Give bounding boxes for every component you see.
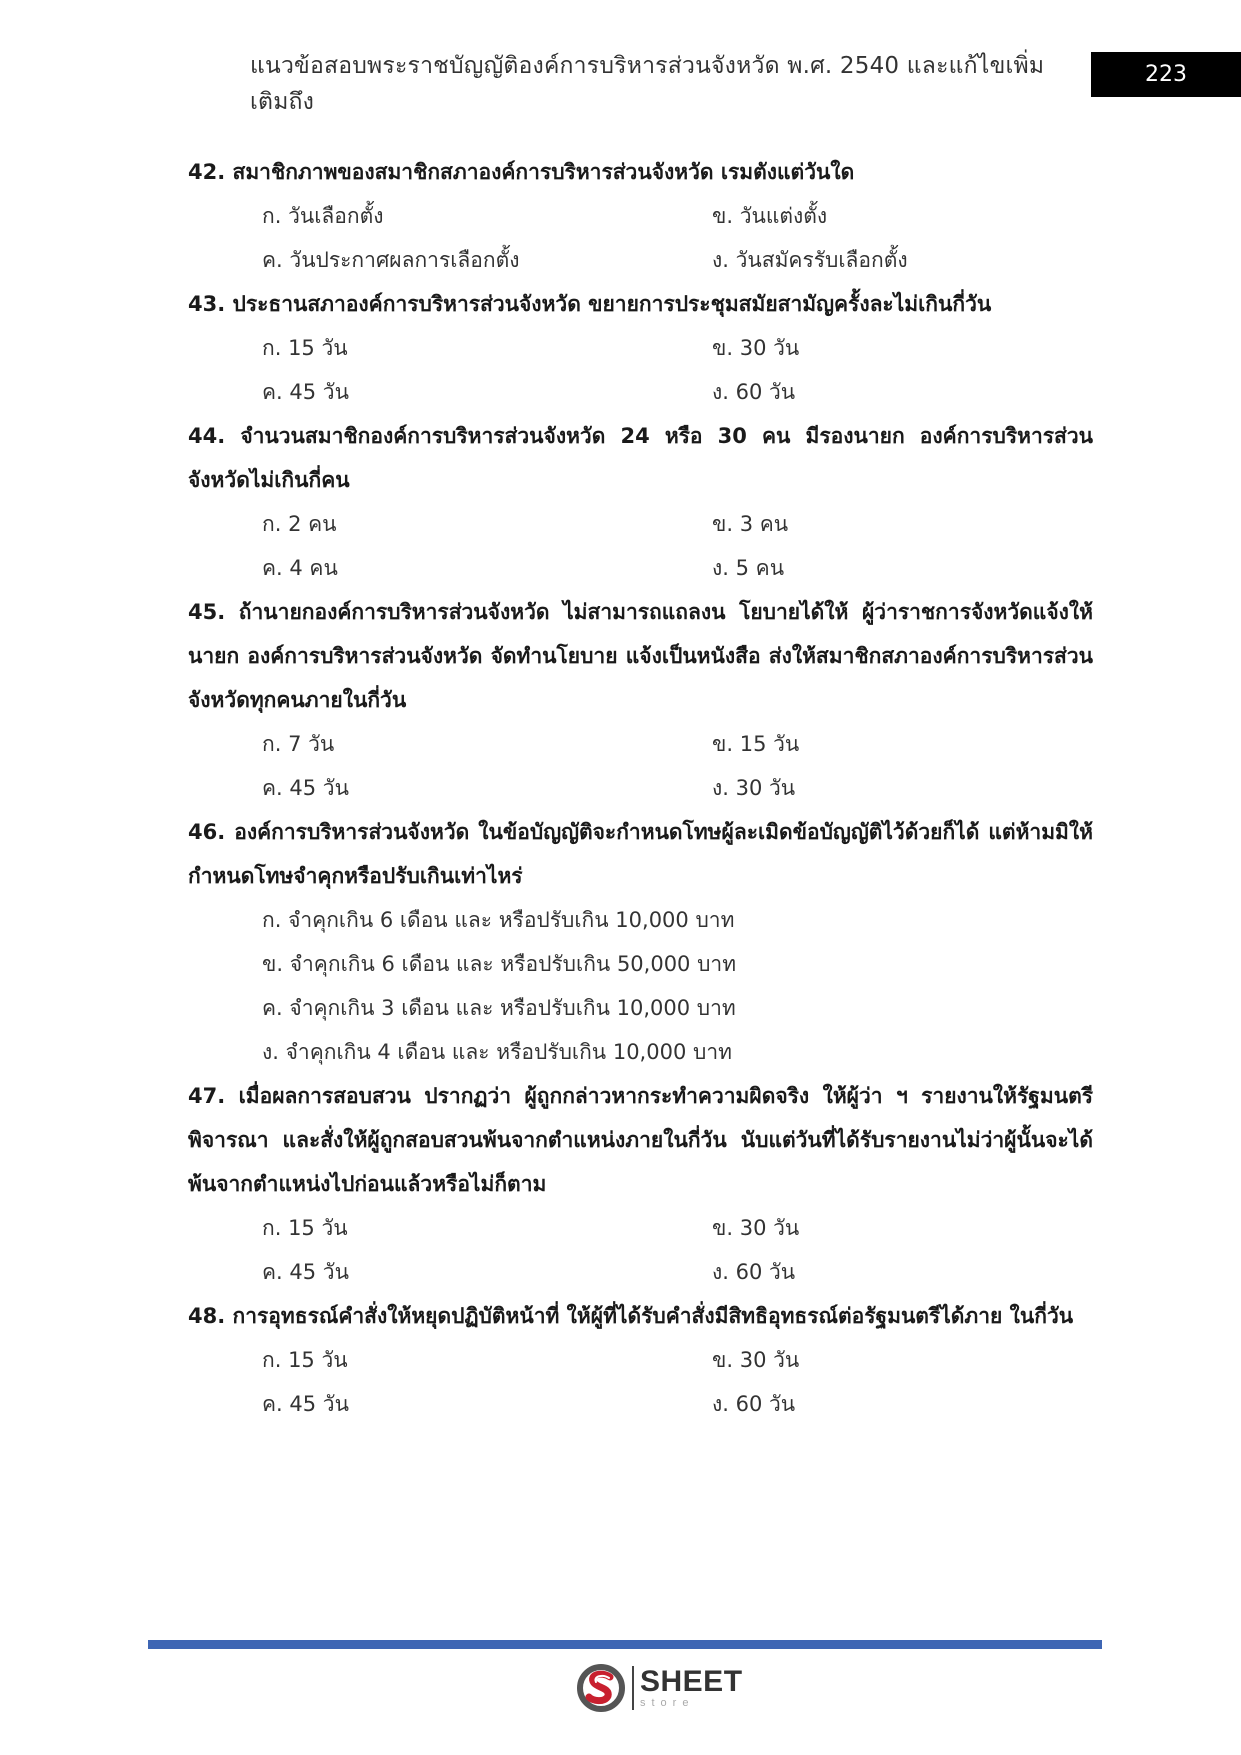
answer-option: ข. 3 คน — [712, 512, 789, 536]
footer-rule — [148, 1640, 1102, 1649]
logo-word: SHEET — [640, 1665, 743, 1698]
sheet-store-logo — [576, 1660, 743, 1716]
answer-option: ข. 30 วัน — [712, 1348, 800, 1372]
answer-options — [188, 1206, 1093, 1294]
question-block — [188, 282, 1093, 414]
logo-text — [640, 1667, 743, 1709]
answer-option: ข. 15 วัน — [712, 732, 800, 756]
answer-options — [188, 722, 1093, 810]
running-header-title: แนวข้อสอบพระราชบัญญัติองค์การบริหารส่วนจังหวัด พ.ศ. 2540 และแก้ไขเพิ่มเติมถึง — [250, 53, 1045, 115]
answer-options — [188, 194, 1093, 282]
answer-option: ข. 30 วัน — [712, 336, 800, 360]
answer-option: ง. 60 วัน — [712, 1392, 796, 1416]
answer-option: ค. 45 วัน — [262, 1260, 349, 1284]
answer-option: ก. 15 วัน — [262, 1216, 348, 1240]
answer-option: ก. 7 วัน — [262, 732, 335, 756]
question-block — [188, 1294, 1093, 1426]
answer-option: ง. วันสมัครรับเลือกตั้ง — [712, 248, 908, 272]
answer-option: ง. 30 วัน — [712, 776, 796, 800]
question-block — [188, 810, 1093, 1074]
question-block — [188, 150, 1093, 282]
question-text: 44. จำนวนสมาชิกองค์การบริหารส่วนจังหวัด 24 หรือ 30 คน มีรองนายก องค์การบริหารส่วนจังหวัดไม่เกินกี่คน — [188, 424, 1093, 492]
question-text: 42. สมาชิกภาพของสมาชิกสภาองค์การบริหารส่วนจังหวัด เรมตังแต่วันใด — [188, 160, 855, 184]
answer-option: ก. 2 คน — [262, 512, 337, 536]
answer-option: ค. วันประกาศผลการเลือกตั้ง — [262, 248, 520, 272]
answer-options — [188, 1338, 1093, 1426]
question-text: 48. การอุทธรณ์คำสั่งให้หยุดปฏิบัติหน้าที่ ให้ผู้ที่ได้รับคำสั่งมีสิทธิอุทธรณ์ต่อรัฐมนตรีได้ภาย ในกี่วัน — [188, 1304, 1074, 1328]
page-number: 223 — [1091, 52, 1241, 97]
answer-option: ก. วันเลือกตั้ง — [262, 204, 384, 228]
answer-option: ข. จำคุกเกิน 6 เดือน และ หรือปรับเกิน 50,000 บาท — [262, 952, 737, 976]
answer-option: ข. 30 วัน — [712, 1216, 800, 1240]
answer-options — [188, 502, 1093, 590]
answer-option: ง. 5 คน — [712, 556, 785, 580]
question-text: 47. เมื่อผลการสอบสวน ปรากฏว่า ผู้ถูกกล่าวหากระทำความผิดจริง ให้ผู้ว่า ฯ รายงานให้รัฐมนตรีพิจารณา และสั่งให้ผู้ถูกสอบสวนพ้นจากตำแหน่งภายในกี่วัน นับแต่วันที่ได้รับรายงานไม่ว่าผู้นั้นจะได้พ้นจากตำแหน่งไปก่อนแล้วหรือไม่ก็ตาม — [188, 1084, 1093, 1196]
answer-option: ค. 45 วัน — [262, 380, 349, 404]
question-text: 43. ประธานสภาองค์การบริหารส่วนจังหวัด ขยายการประชุมสมัยสามัญครั้งละไม่เกินกี่วัน — [188, 292, 992, 316]
sheet-logo-icon — [576, 1663, 626, 1713]
question-block — [188, 414, 1093, 590]
answer-options — [188, 898, 1093, 1074]
answer-options — [188, 326, 1093, 414]
answer-option: ค. 4 คน — [262, 556, 338, 580]
logo-divider — [632, 1666, 634, 1710]
answer-option: ข. วันแต่งตั้ง — [712, 204, 828, 228]
answer-option: ง. จำคุกเกิน 4 เดือน และ หรือปรับเกิน 10,000 บาท — [262, 1040, 732, 1064]
question-text: 45. ถ้านายกองค์การบริหารส่วนจังหวัด ไม่สามารถแถลงน โยบายได้ให้ ผู้ว่าราชการจังหวัดแจ้งให้นายก องค์การบริหารส่วนจังหวัด จัดทำนโยบาย แจ้งเป็นหนังสือ ส่งให้สมาชิกสภาองค์การบริหารส่วนจังหวัดทุกคนภายในกี่วัน — [188, 600, 1093, 712]
answer-option: ค. 45 วัน — [262, 776, 349, 800]
answer-option: ง. 60 วัน — [712, 1260, 796, 1284]
logo-subword: store — [640, 1697, 695, 1709]
question-block — [188, 590, 1093, 810]
answer-option: ง. 60 วัน — [712, 380, 796, 404]
answer-option: ก. จำคุกเกิน 6 เดือน และ หรือปรับเกิน 10,000 บาท — [262, 908, 735, 932]
answer-option: ก. 15 วัน — [262, 336, 348, 360]
question-list — [188, 150, 1093, 1426]
answer-option: ค. 45 วัน — [262, 1392, 349, 1416]
answer-option: ก. 15 วัน — [262, 1348, 348, 1372]
question-block — [188, 1074, 1093, 1294]
answer-option: ค. จำคุกเกิน 3 เดือน และ หรือปรับเกิน 10,000 บาท — [262, 996, 736, 1020]
question-text: 46. องค์การบริหารส่วนจังหวัด ในข้อบัญญัติจะกำหนดโทษผู้ละเมิดข้อบัญญัติไว้ด้วยก็ได้ แต่ห้ามมิให้กำหนดโทษจำคุกหรือปรับเกินเท่าไหร่ — [188, 820, 1093, 888]
